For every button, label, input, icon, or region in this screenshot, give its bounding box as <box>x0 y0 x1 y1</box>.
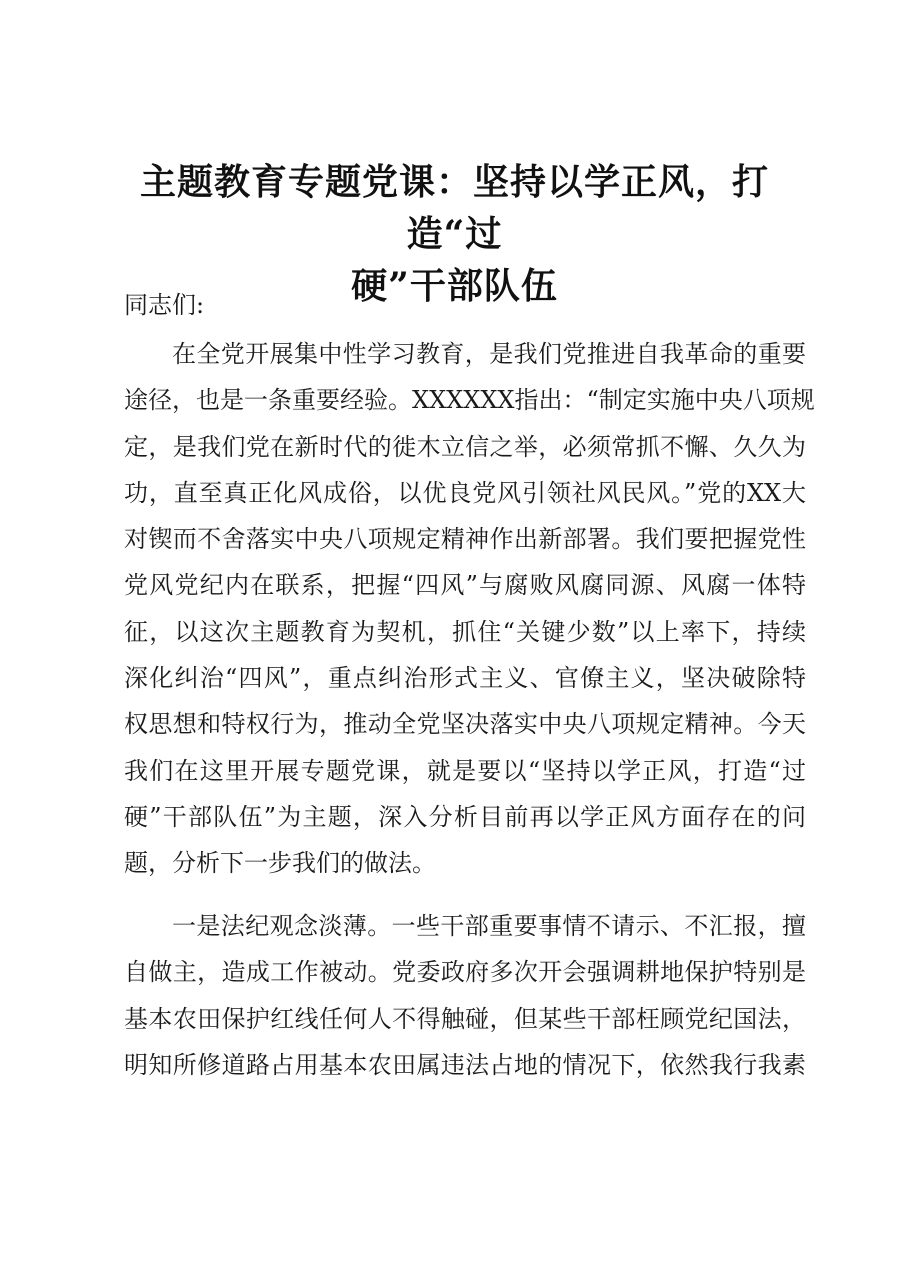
document-title <box>110 156 799 312</box>
paragraph-line: 权思想和特权行为，推动全党坚决落实中央八项规定精神。今天 <box>124 710 806 739</box>
paragraph-line: 基本农田保护红线任何人不得触碰，但某些干部枉顾党纪国法， <box>124 1004 806 1033</box>
paragraph-line: 深化纠治“四风”，重点纠治形式主义、官僚主义，坚决破除特 <box>124 664 806 693</box>
paragraph-intro <box>124 331 815 887</box>
paragraph-line: 自做主，造成工作被动。党委政府多次开会强调耕地保护特别是 <box>124 958 806 987</box>
paragraph-line: 征，以这次主题教育为契机，抓住“关键少数”以上率下，持续 <box>124 617 806 646</box>
paragraph-line: 硬”干部队伍”为主题，深入分析目前再以学正风方面存在的问 <box>124 802 806 831</box>
paragraph-line: 对锲而不舍落实中央八项规定精神作出新部署。我们要把握党性 <box>124 525 806 554</box>
paragraph-line: 我们在这里开展专题党课，就是要以“坚持以学正风，打造“过 <box>124 756 806 785</box>
paragraph-point-one <box>124 903 806 1088</box>
title-line: 主题教育专题党课：坚持以学正风，打造“过 <box>139 161 769 255</box>
salutation: 同志们: <box>124 291 205 319</box>
paragraph-line: 党风党纪内在联系，把握“四风”与腐败风腐同源、风腐一体特 <box>124 571 806 600</box>
title-line: 硬”干部队伍 <box>351 265 558 307</box>
paragraph-line: 题，分析下一步我们的做法。 <box>124 849 436 878</box>
paragraph-line: 一是法纪观念淡薄。一些干部重要事情不请示、不汇报，擅 <box>172 912 806 940</box>
paragraph-line: 途径，也是一条重要经验。XXXXXX指出：“制定实施中央八项规 <box>124 386 815 415</box>
paragraph-line: 明知所修道路占用基本农田属违法占地的情况下，依然我行我素 <box>124 1050 806 1079</box>
paragraph-line: 功，直至真正化风成俗，以优良党风引领社风民风。”党的XX大 <box>124 478 806 507</box>
paragraph-line: 在全党开展集中性学习教育，是我们党推进自我革命的重要 <box>172 340 806 368</box>
paragraph-line: 定，是我们党在新时代的徙木立信之举，必须常抓不懈、久久为 <box>124 432 806 461</box>
